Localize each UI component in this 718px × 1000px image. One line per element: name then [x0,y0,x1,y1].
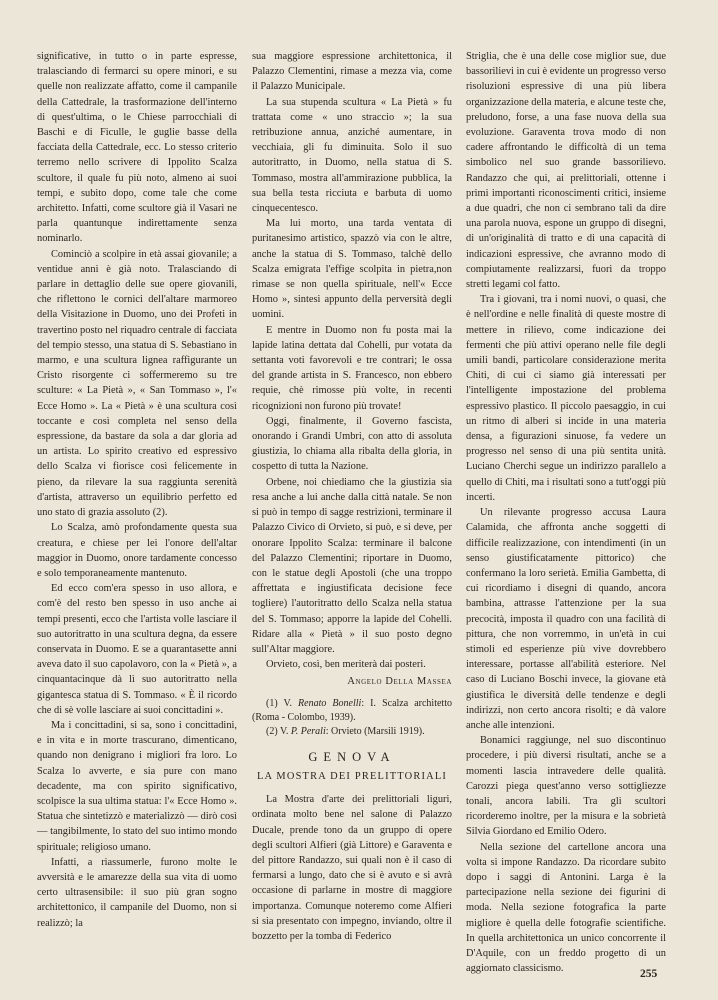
paragraph: Ed ecco com'era spesso in uso allora, e com'è del resto ben spesso in uso anche ai tempi presenti, ecco che l'artista volle lasciare il suo autoritratto in una scultura degna, da essere conservata in Duomo. E se a quarantasette anni aveva dato il suo capolavoro, con la « Pietà », a cinquantacinque dà lì suo autoritratto nella gigantesca statua di S. Tommaso. « È il ricordo che di sè volle lasciare ai suoi concittadini ». [37,583,237,716]
paragraph: sua maggiore espressione architettonica, il Palazzo Clementini, rimase a mezza via, come il Palazzo Municipale. [252,51,452,93]
footnote [252,725,452,739]
paragraph: Cominciò a scolpire in età assai giovanile; a ventidue anni è già noto. Tralasciando di parlare in dettaglio delle sue opere giovanili, che riflettono le cornici dell'altare marmoreo della Visitazione in Duomo, uno dei Profeti in travertino posto nel riquadro centrale di facciata del tempio stesso, una statua di S. Sebastiano in marmo, e una scultura lignea raffigurante un Cristo risorgente ci soffermeremo su tre sculture: « La Pietà », « San Tommaso », l'« Ecce Homo ». La « Pietà » è una scultura così toccante e così completa nel senso della espressione, da bastare da sola a dar gloria ad un artista. Lo spirito creativo ed espressivo dello Scalza vi fiorisce così felicemente in pieno, da rilevare la sua raggiunta serenità d'artista, attraverso un equilibrio perfetto ed uno stato di grazia assoluto (2). [37,248,237,519]
paragraph: Un rilevante progresso accusa Laura Calamida, che affronta anche soggetti di difficile realizzazione, con intendimenti (in un senso giustificatamente pittorico) che confermano la loro serietà. Emilia Gambetta, di cui ricordiamo i disegni di quando, ancora bambina, attrasse l'attenzione per la sua precocità, imposta il quadro con una facilità di pittura, che non vorremmo, in un'età in cui stimoli ed esperienze più vive dovrebbero interessare, portasse all'abilità esteriore. Nel caso di Luciano Boschi invece, la giovane età giustifica le diversità delle tendenze e degli indirizzi, non certo ancora risolti; e dà valore anche alle intenzioni. [466,507,666,731]
paragraph: E mentre in Duomo non fu posta mai la lapide latina dettata dal Cohelli, pur votata da settanta voti favorevoli e tre contrari; le ossa del grande artista in S. Francesco, non ebbero requie, chè rimosse più volte, in recenti ricognizioni non furono più trovate! [252,324,452,412]
paragraph: Tra i giovani, tra i nomi nuovi, o quasi, che è nell'ordine e nelle finalità di queste mostre di mettere in rilievo, come indicazione dei fermenti che più attivi operano nelle file degli umili bandi, particolare considerazione merita Chiti, di cui ci siamo già interessati per l'intelligente impostazione del problema espressivo plastico. Il piccolo paesaggio, in cui un ritmo di alberi si incide in una materia densa, a figurazioni sinuose, fa vedere un progresso nel senso di una più sentita unità. Luciano Cherchi segue un indirizzo parallelo a quello di Chiti, ma i risultati sono a tutt'oggi più incerti. [466,294,666,503]
footnote [252,697,452,726]
paragraph: significative, in tutto o in parte espresse, tralasciando di fermarci su opere minori, e su quelle non realizzate affatto, come il campanile della Cattedrale, la trasformazione dell'interno di quest'ultima, o le Chiese parrocchiali di Baschi e di Ficulle, le guglie basse della facciata della Cattedrale, ecc. Lo stesso criterio terremo nello scrivere di Ippolito Scalza scultore, il quale fu più noto, almeno ai suoi tempi, e subito dopo, come tale che come architetto. Infatti, come scultore già il Vasari ne parla quantunque indirettamente senza nominarlo. [37,51,237,245]
section-subtitle: LA MOSTRA DEI PRELITTORIALI [256,770,448,782]
author-signature: Angelo Della Massea [347,676,452,688]
footnote-text: : Orvieto (Marsili 1919). [325,726,425,738]
paragraph: Bonamici raggiunge, nel suo discontinuo procedere, i più diversi risultati, anche se a momenti lascia intravedere delle qualità. Carozzi piega quest'anno verso sottigliezze tonali, ancora labili. Tra gli scultori ricorderemo inoltre, per la misura e la sobrietà Silvia Giordano ed Emilio Odero. [466,735,666,838]
paragraph: La Mostra d'arte dei prelittoriali liguri, ordinata molto bene nel salone di Palazzo Ducale, prende tono da un gruppo di opere degli scultori Alfieri (già Littore) e Garaventa e del pittore Randazzo, sui quali non è il caso di fermarsi a lungo, dato che si è avuto e si avrà occasione di parlarne in mostre di maggiore importanza. Comunque noteremo come Alfieri si sia presentato con impegno, inviando, oltre il bozzetto per la tomba di Federico [252,794,452,942]
footnote-text: : I. Scalza architetto (Roma - Colombo, 1939). [252,697,452,723]
paragraph: Orvieto, così, ben meriterà dai posteri. [266,659,426,671]
paragraph: La sua stupenda scultura « La Pietà » fu trattata come « uno straccio »; la sua retribuzione annua, anziché aumentare, in vecchiaia, gli fu diminuita. Solo il suo autoritratto, in Duomo, nella statua di S. Tommaso, mostra all'ammirazione pubblica, la sua bella testa ricciuta e barbuta di uomo cinquecentesco. [252,96,452,215]
footnote-author: Renato Bonelli [298,697,362,709]
section-heading: GENOVA [308,749,396,764]
page-number: 255 [640,968,658,980]
paragraph: Ma i concittadini, si sa, sono i concittadini, e in vita e in morte trascurano, dimenticano, quando non denigrano i migliori fra loro. Lo Scalza lo avverte, e sia pure con mano decadente, ma con spirito significativo, scolpisce la sua ultima statua: l'« Ecce Homo ». Statua che sintetizzò e materializzò — dirò così — tangibilmente, lo stato del suo intimo mondo spirituale; religioso umano. [37,719,237,853]
paragraph: Oggi, finalmente, il Governo fascista, onorando i Grandi Umbri, con atto di assoluta giustizia, lo chiama alla ribalta della gloria, in cospetto di tutta la Nazione. [252,415,452,473]
text-column-2 [252,49,452,944]
text-column-3 [466,49,666,976]
footnote-prefix: (1) V. [266,697,299,709]
paragraph: Nella sezione del cartellone ancora una volta si impone Randazzo. Da ricordare subito dopo i saggi di Antonini. Larga è la partecipazione nella sezione dei figurini di moda. Nella sezione fotografica la parte migliore è quella delle fotografie scientifiche. In quella architettonica un unico concorrente il D'Aquile, con un freddo progetto di un aggiornato classicismo. [466,841,666,975]
footnote-author: P. Perali [290,726,326,738]
paragraph: Infatti, a riassumerle, furono molte le avversità e le amarezze della sua vita di uomo certo ultrasensibile: il suo più gran sogno architettonico, il campanile del Duomo, non si realizzò; la [37,856,237,929]
paragraph: Lo Scalza, amò profondamente questa sua creatura, e chiese per lei l'onore dell'altar maggior in Duomo, onore tardamente concesso e solo temporaneamente mantenuto. [37,522,237,579]
footnote-prefix: (2) V. [266,726,291,738]
paragraph: Striglia, che è una delle cose miglior sue, due bassorilievi in cui è evidente un progresso verso risoluzioni espressive di una più libera organizzazione della materia, e alcune teste che, preludono, forse, a una fase nuova della sua evoluzione. Garaventa trova modo di non cadere affrontando le difficoltà di un tema simbolico nel suo grande bassorilievo. Randazzo che qui, ai prelittoriali, ottenne i primi importanti riconoscimenti critici, insieme a due quadri, che non ci sembrano tali da dire una parola nuova, espone un gruppo di disegni, di un'originalità di tratto e di una capacità di indicazioni espressive, che avranno modo di compiutamente realizzarsi, fuori da troppo stretti legami col fatto. [466,51,667,291]
footnotes [252,697,452,740]
text-column-1 [37,49,237,931]
paragraph: Ma lui morto, una tarda ventata di puritanesimo artistico, spazzò via con le altre, anche la statua di S. Tommaso, talchè dello Scalza emigrata l'effige scolpita in pietra,non rimase se non quella spirituale, nell'« Ecce Homo », sintesi appunto della perversità degli uomini. [252,218,452,321]
paragraph: Orbene, noi chiediamo che la giustizia sia resa anche a lui anche dalla città natale. Se non si può in tempo di sagge restrizioni, terminare il Palazzo Civico di Orvieto, si può, e si deve, per onorare Ippolito Scalza: terminare il balcone del Palazzo Clementini; riportare in Duomo, con le statue degli Apostoli (che una troppo affrettata e ingiustificata decisione fece togliere) l'autoritratto dello Scalza nella statua del S. Tommaso; apporre la lapide del Cohelli. Ridare alla « Pietà » il suo posto degno sull'Altar maggiore. [252,476,452,655]
